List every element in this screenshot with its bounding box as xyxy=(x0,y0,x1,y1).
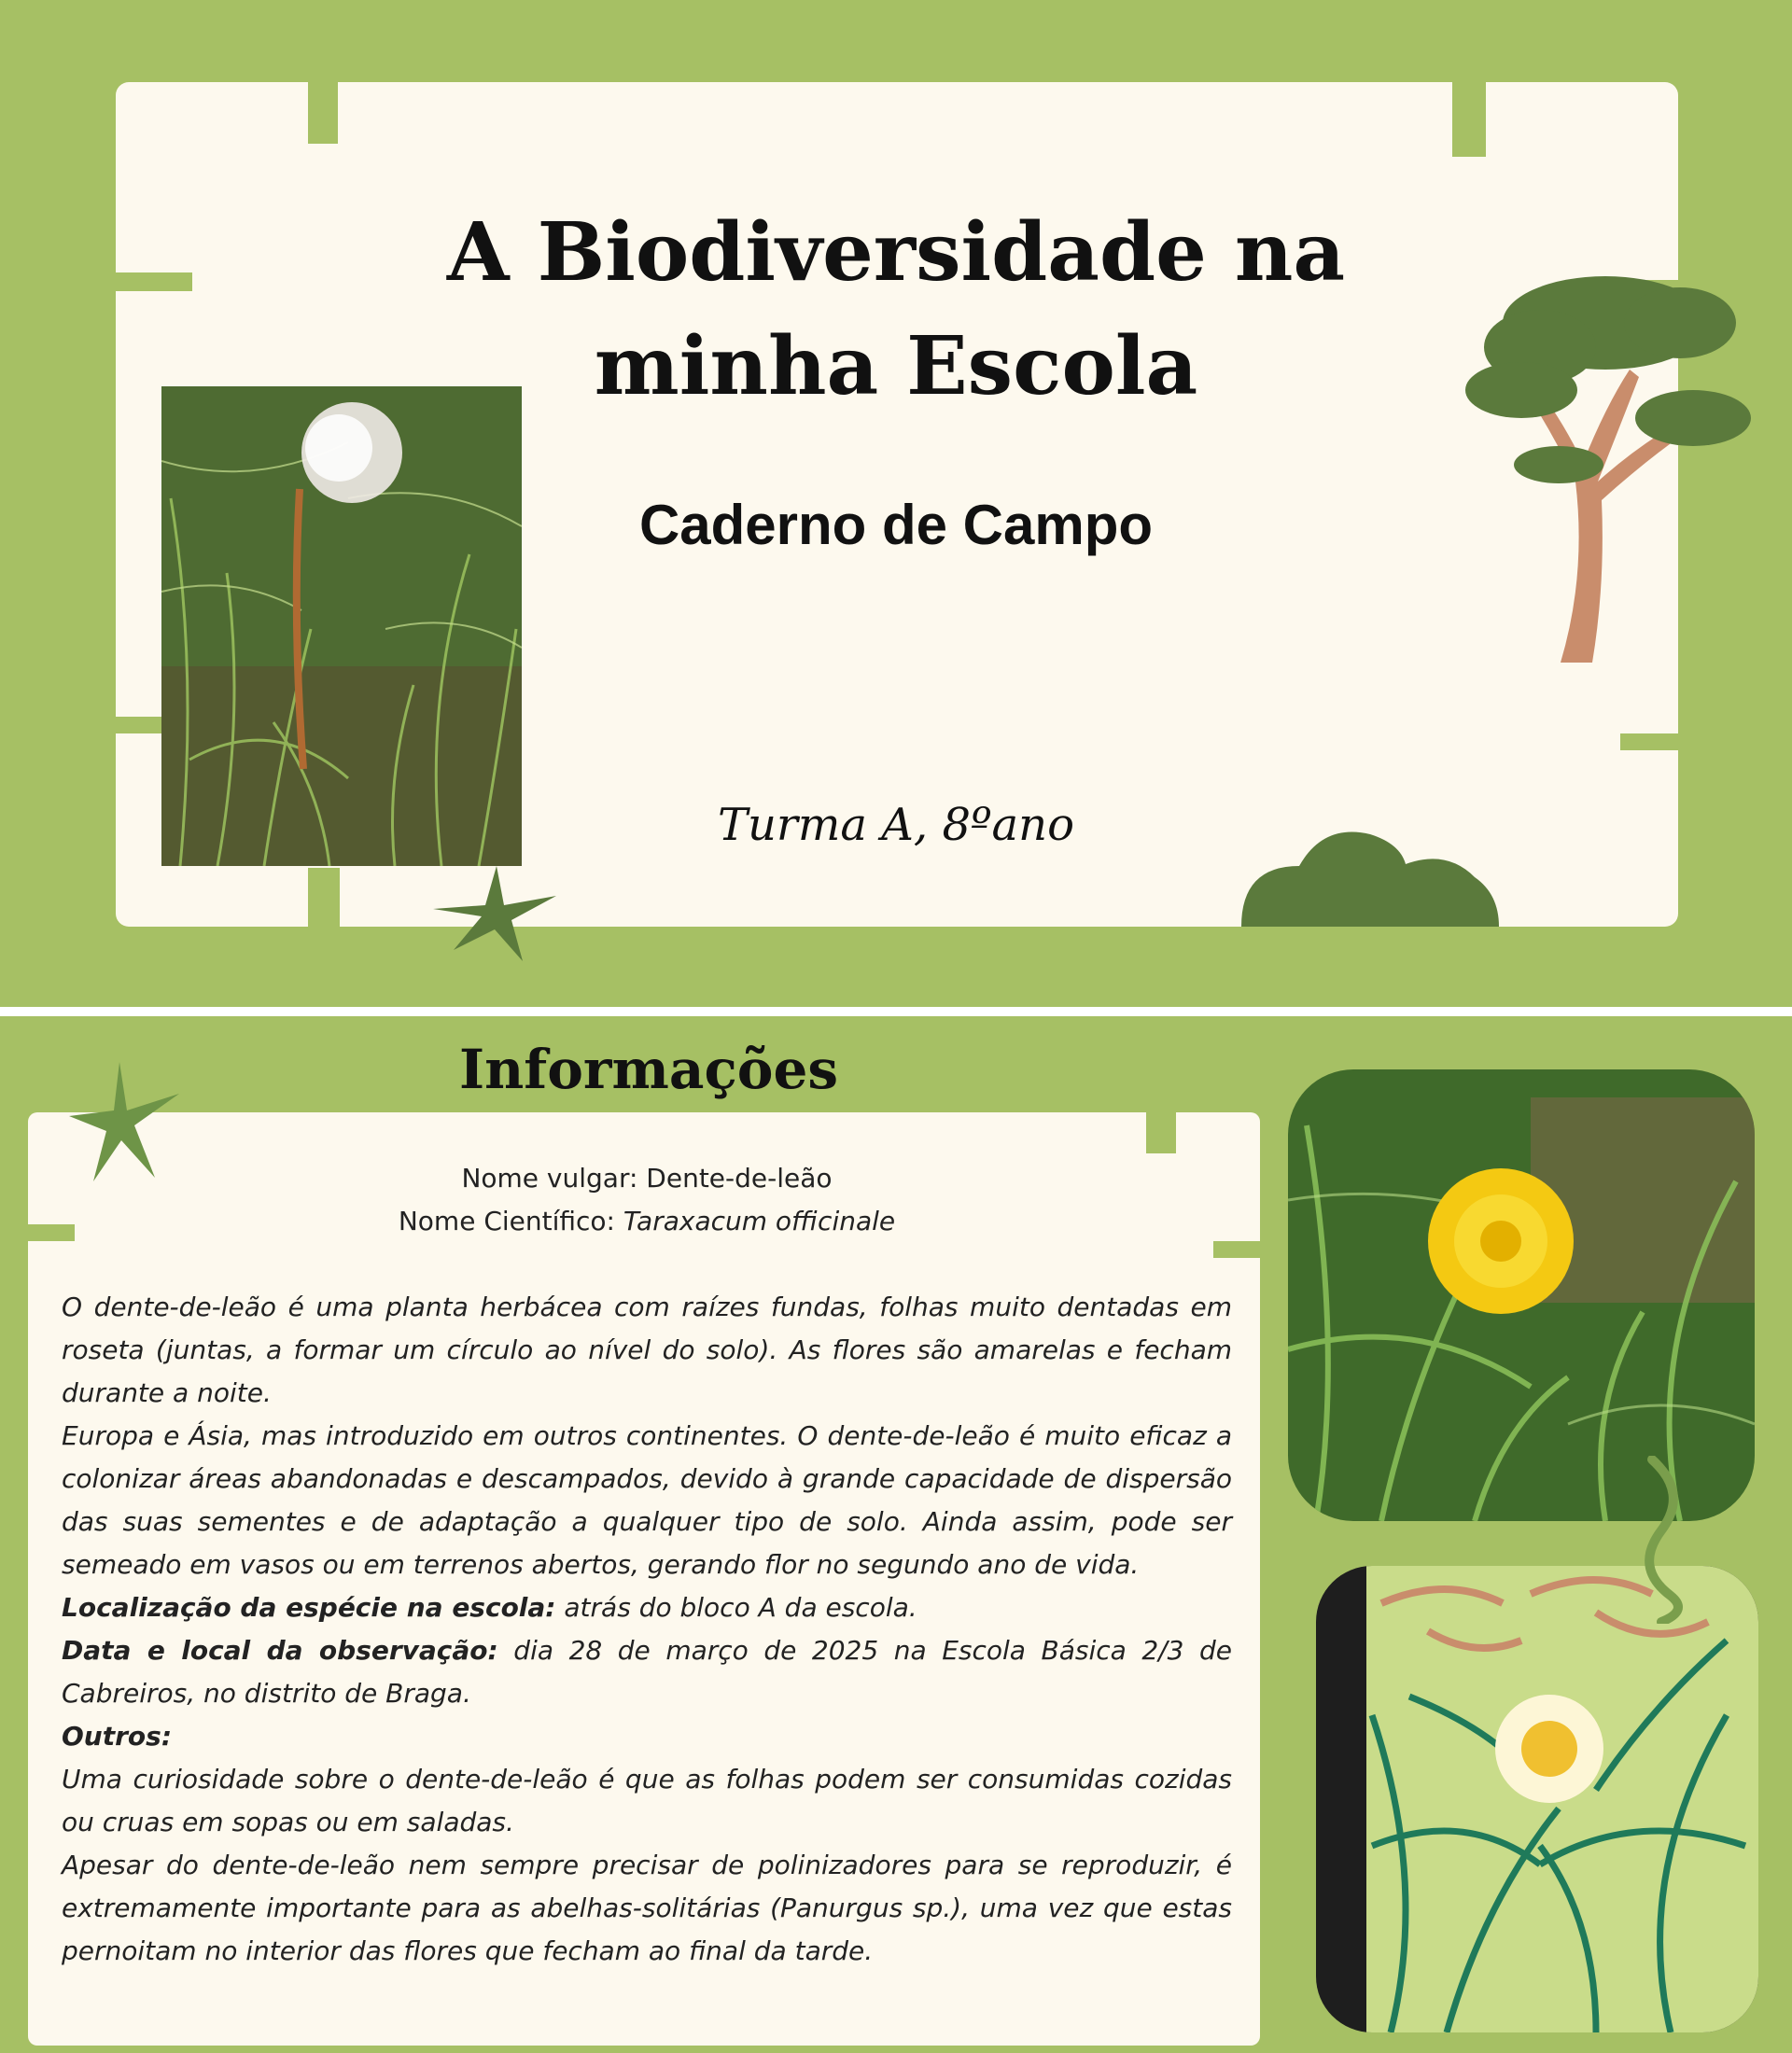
common-name-label: Nome vulgar: xyxy=(461,1163,647,1194)
dandelion-flower-photo xyxy=(1288,1069,1755,1521)
paper-notch xyxy=(1146,1112,1176,1153)
paper-notch xyxy=(116,272,192,291)
distribution-paragraph: Europa e Ásia, mas introduzido em outros continentes. O dente-de-leão é muito eficaz a colonizar áreas abandonadas e descampados, devido à grande capacidade de dispersão das suas sementes e de adaptação a qualquer tipo de solo. Ainda assim, pode ser semeado em vasos ou em terrenos abertos, gerando flor no segundo ano de vida. xyxy=(62,1420,1232,1580)
title-line-2: minha Escola xyxy=(594,319,1198,413)
others-paragraph-1: Uma curiosidade sobre o dente-de-leão é que as folhas podem ser consumidas cozidas ou cruas em sopas ou em saladas. xyxy=(62,1764,1232,1837)
species-names xyxy=(62,1157,1232,1243)
common-name-line xyxy=(62,1157,1232,1200)
location-label: Localização da espécie na escola: xyxy=(62,1592,556,1623)
vine-icon xyxy=(1624,1456,1708,1624)
scientific-name-line xyxy=(62,1200,1232,1243)
info-title: Informações xyxy=(459,1038,838,1101)
bush-icon xyxy=(1241,821,1503,927)
others-label: Outros: xyxy=(62,1721,173,1752)
species-description xyxy=(62,1286,1232,1973)
dandelion-seedhead-photo xyxy=(161,386,522,866)
date-label: Data e local da observação: xyxy=(62,1635,498,1666)
scientific-name-label: Nome Científico: xyxy=(398,1206,623,1236)
tree-icon xyxy=(1456,267,1755,668)
paper-notch xyxy=(308,868,340,927)
dandelion-drawing-photo xyxy=(1316,1566,1758,2032)
location-line xyxy=(62,1586,1232,1629)
common-name: Dente-de-leão xyxy=(646,1163,833,1194)
star-icon xyxy=(429,862,560,965)
scientific-name: Taraxacum officinale xyxy=(623,1206,896,1236)
others-heading xyxy=(62,1715,1232,1758)
paper-notch xyxy=(1620,733,1678,750)
class-label: Turma A, 8ºano xyxy=(718,799,1074,851)
paper-notch xyxy=(308,82,338,144)
others-paragraph-2: Apesar do dente-de-leão nem sempre precisar de polinizadores para se reproduzir, é extremamente importante para as abelhas-solitárias (Panurgus sp.), uma vez que estas pernoitam no interior das flores que fecham ao final da tarde. xyxy=(62,1850,1232,1966)
location-value: atrás do bloco A da escola. xyxy=(555,1592,917,1623)
paper-notch xyxy=(1213,1241,1260,1258)
date-value: dia 28 de março de 2025 na Escola Básica 2/3 de Cabreiros, no distrito de Braga. xyxy=(62,1635,1233,1709)
paper-notch xyxy=(1452,82,1486,157)
section-divider xyxy=(0,1007,1792,1016)
description-paragraph: O dente-de-leão é uma planta herbácea com raízes fundas, folhas muito dentadas em roseta (juntas, a formar um círculo ao nível do solo). As flores são amarelas e fecham durante a noite. xyxy=(62,1292,1232,1408)
date-line xyxy=(62,1629,1232,1715)
title-line-1: A Biodiversidade na xyxy=(446,205,1346,300)
subtitle: Caderno de Campo xyxy=(638,494,1154,556)
